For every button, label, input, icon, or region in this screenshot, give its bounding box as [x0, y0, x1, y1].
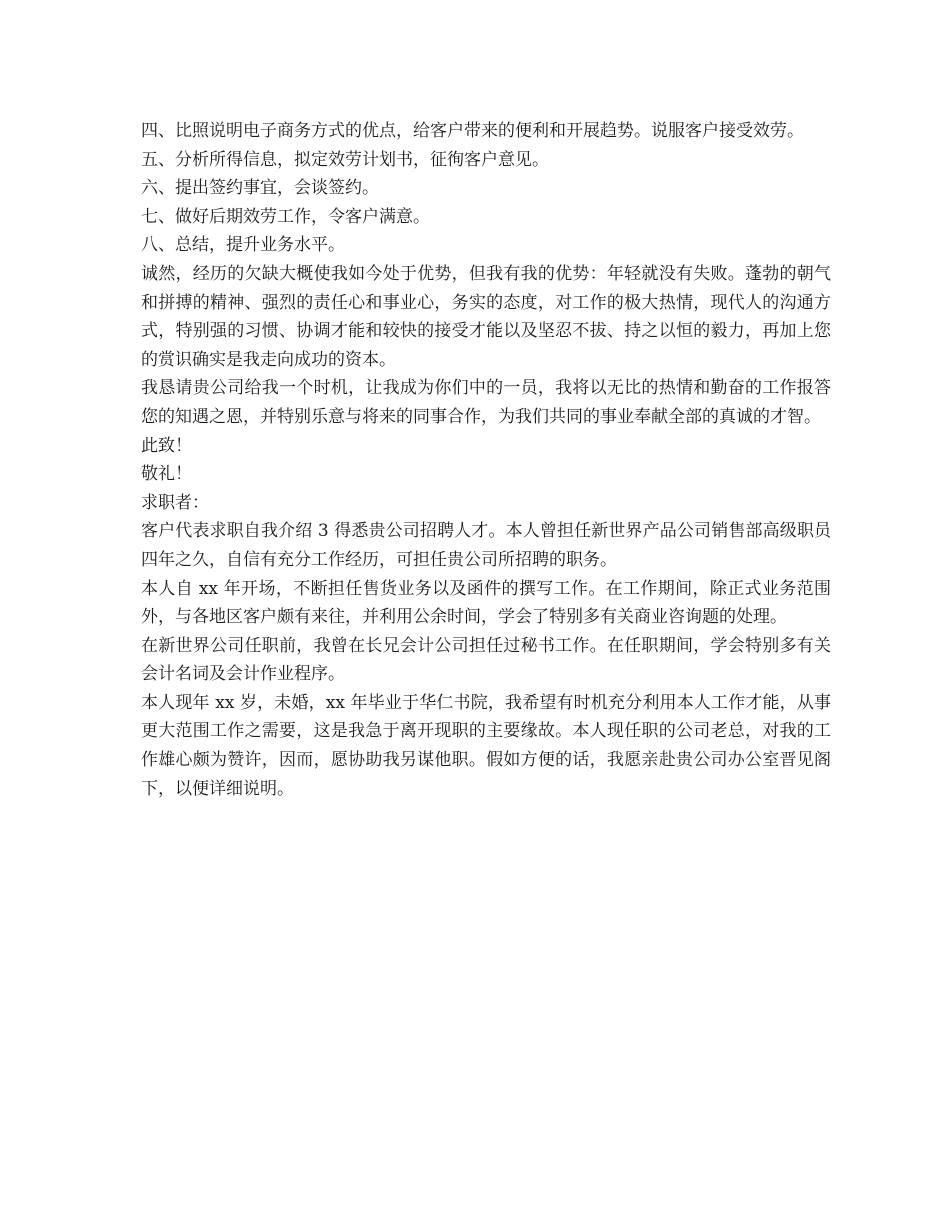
closing-regards: 敬礼！ [141, 464, 192, 485]
paragraph-step-7: 七、做好后期效劳工作，令客户满意。 [141, 206, 430, 227]
paragraph-step-4: 四、比照说明电子商务方式的优点，给客户带来的便利和开展趋势。说服客户接受效劳。 [141, 121, 804, 141]
paragraph-strengths: 诚然，经历的欠缺大概使我如今处于优势，但我有我的优势：年轻就没有失败。蓬勃的朝气和拼搏的精神、强烈的责任心和事业心，务实的态度，对工作的极大热情，现代人的沟通方式，特别强的习惯、协调才能和较快的接受才能以及坚忍不拔、持之以恒的毅力，再加上您的赏识确实是我走向成功的资本。 [141, 263, 831, 370]
document-body [141, 117, 831, 803]
paragraph-intro: 客户代表求职自我介绍 3 得悉贵公司招聘人才。本人曾担任新世界产品公司销售部高级职员四年之久，自信有充分工作经历，可担任贵公司所招聘的职务。 [141, 521, 831, 570]
paragraph-prior-job: 在新世界公司任职前，我曾在长兄会计公司担任过秘书工作。在任职期间，学会特别多有关会计名词及会计作业程序。 [141, 635, 831, 685]
signature-label: 求职者： [141, 492, 209, 513]
paragraph-experience: 本人自 xx 年开场，不断担任售货业务以及函件的撰写工作。在工作期间，除正式业务范围外，与各地区客户颇有来往，并利用公余时间，学会了特别多有关商业咨询题的处理。 [141, 578, 831, 628]
paragraph-step-6: 六、提出签约事宜，会谈签约。 [141, 178, 379, 199]
paragraph-step-8: 八、总结，提升业务水平。 [141, 235, 345, 256]
paragraph-personal: 本人现年 xx 岁，未婚，xx 年毕业于华仁书院，我希望有时机充分利用本人工作才能，从事更大范围工作之需要，这是我急于离开现职的主要缘故。本人现任职的公司老总，对我的工作雄心颇为赞许，因而，愿协助我另谋他职。假如方便的话，我愿亲赴贵公司办公室晋见阁下，以便详细说明。 [141, 692, 831, 799]
paragraph-request: 我恳请贵公司给我一个时机，让我成为你们中的一员，我将以无比的热情和勤奋的工作报答您的知遇之恩，并特别乐意与将来的同事合作，为我们共同的事业奉献全部的真诚的才智。 [141, 378, 831, 427]
paragraph-step-5: 五、分析所得信息，拟定效劳计划书，征徇客户意见。 [141, 149, 549, 170]
closing-salutation: 此致！ [141, 435, 192, 456]
